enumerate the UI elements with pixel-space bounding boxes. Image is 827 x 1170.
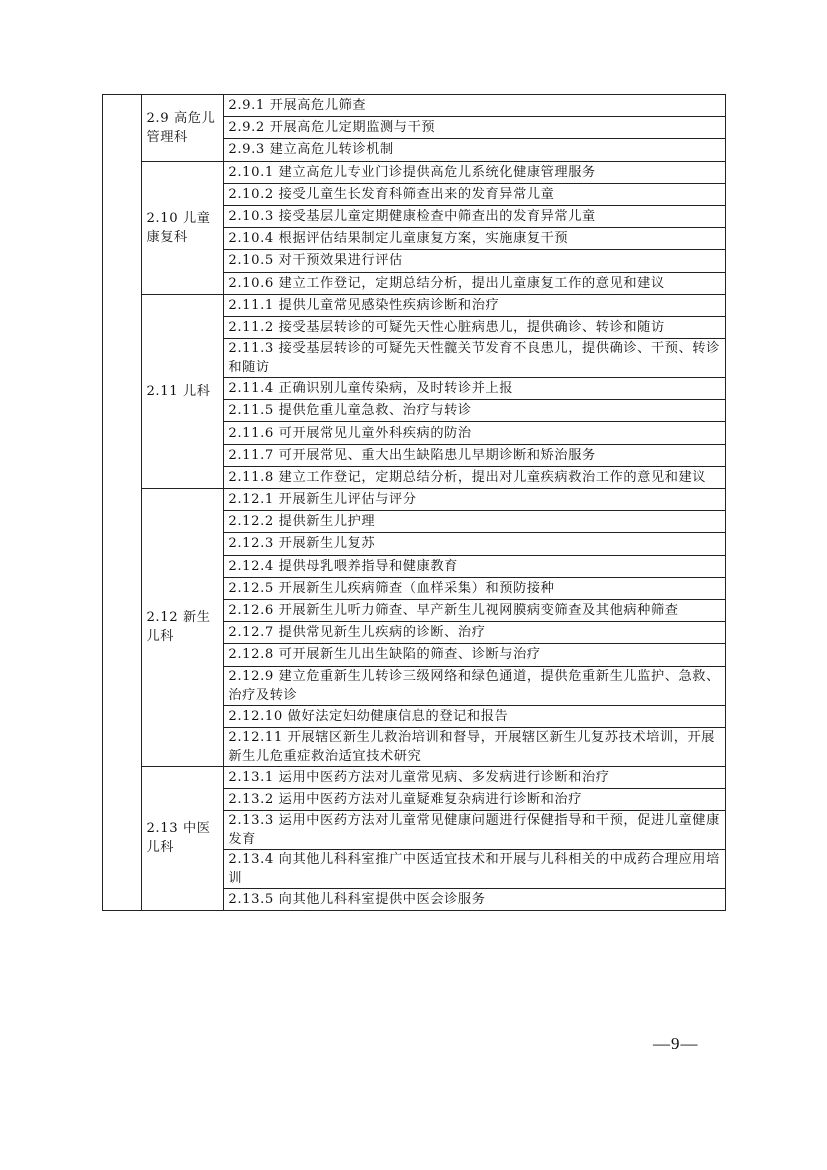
service-item-cell: 2.10.1 建立高危儿专业门诊提供高危儿系统化健康管理服务 [224,161,726,183]
service-item-cell: 2.11.8 建立工作登记，定期总结分析，提出对儿童疾病救治工作的意见和建议 [224,466,726,488]
section-name-cell: 2.12 新生儿科 [142,489,224,767]
service-item-cell: 2.10.3 接受基层儿童定期健康检查中筛查出的发育异常儿童 [224,205,726,227]
service-item-cell: 2.11.4 正确识别儿童传染病，及时转诊并上报 [224,378,726,400]
service-item-cell: 2.12.10 做好法定妇幼健康信息的登记和报告 [224,705,726,727]
service-item-cell: 2.13.3 运用中医药方法对儿童常见健康问题进行保健指导和干预，促进儿童健康发育 [224,811,726,850]
service-item-cell: 2.12.4 提供母乳喂养指导和健康教育 [224,555,726,577]
service-item-cell: 2.9.1 开展高危儿筛查 [224,95,726,117]
category-column-cell [103,95,142,911]
table-row [103,489,726,511]
service-item-cell: 2.12.3 开展新生儿复苏 [224,533,726,555]
service-item-cell: 2.13.4 向其他儿科科室推广中医适宜技术和开展与儿科相关的中成药合理应用培训 [224,850,726,889]
service-item-cell: 2.12.11 开展辖区新生儿救治培训和督导，开展辖区新生儿复苏技术培训，开展新生儿危重症救治适宜技术研究 [224,727,726,766]
service-item-cell: 2.10.5 对干预效果进行评估 [224,250,726,272]
service-item-cell: 2.10.4 根据评估结果制定儿童康复方案，实施康复干预 [224,228,726,250]
service-item-cell: 2.10.6 建立工作登记，定期总结分析，提出儿童康复工作的意见和建议 [224,272,726,294]
services-table-body [103,95,726,911]
service-item-cell: 2.13.5 向其他儿科科室提供中医会诊服务 [224,889,726,911]
service-item-cell: 2.12.7 提供常见新生儿疾病的诊断、治疗 [224,622,726,644]
service-item-cell: 2.12.9 建立危重新生儿转诊三级网络和绿色通道，提供危重新生儿监护、急救、治疗及转诊 [224,666,726,705]
page-number: —9— [653,1034,699,1053]
services-table [102,94,726,911]
service-item-cell: 2.13.2 运用中医药方法对儿童疑难复杂病进行诊断和治疗 [224,788,726,810]
table-row [103,294,726,316]
service-item-cell: 2.11.7 可开展常见、重大出生缺陷患儿早期诊断和矫治服务 [224,444,726,466]
service-item-cell: 2.12.2 提供新生儿护理 [224,511,726,533]
service-item-cell: 2.9.2 开展高危儿定期监测与干预 [224,117,726,139]
service-item-cell: 2.11.2 接受基层转诊的可疑先天性心脏病患儿，提供确诊、转诊和随访 [224,316,726,338]
section-name-cell: 2.10 儿童康复科 [142,161,224,294]
service-item-cell: 2.11.5 提供危重儿童急救、治疗与转诊 [224,400,726,422]
service-item-cell: 2.13.1 运用中医药方法对儿童常见病、多发病进行诊断和治疗 [224,766,726,788]
service-item-cell: 2.12.5 开展新生儿疾病筛查（血样采集）和预防接种 [224,577,726,599]
service-item-cell: 2.10.2 接受儿童生长发育科筛查出来的发育异常儿童 [224,183,726,205]
service-item-cell: 2.9.3 建立高危儿转诊机制 [224,139,726,161]
service-item-cell: 2.12.8 可开展新生儿出生缺陷的筛查、诊断与治疗 [224,644,726,666]
service-item-cell: 2.11.6 可开展常见儿童外科疾病的防治 [224,422,726,444]
table-row [103,161,726,183]
service-item-cell: 2.11.1 提供儿童常见感染性疾病诊断和治疗 [224,294,726,316]
table-row [103,95,726,117]
section-name-cell: 2.13 中医儿科 [142,766,224,911]
section-name-cell: 2.9 高危儿管理科 [142,95,224,162]
service-item-cell: 2.12.6 开展新生儿听力筛查、早产新生儿视网膜病变筛查及其他病种筛查 [224,599,726,621]
service-item-cell: 2.12.1 开展新生儿评估与评分 [224,489,726,511]
section-name-cell: 2.11 儿科 [142,294,224,488]
table-row [103,766,726,788]
service-item-cell: 2.11.3 接受基层转诊的可疑先天性髋关节发育不良患儿，提供确诊、干预、转诊和随访 [224,339,726,378]
